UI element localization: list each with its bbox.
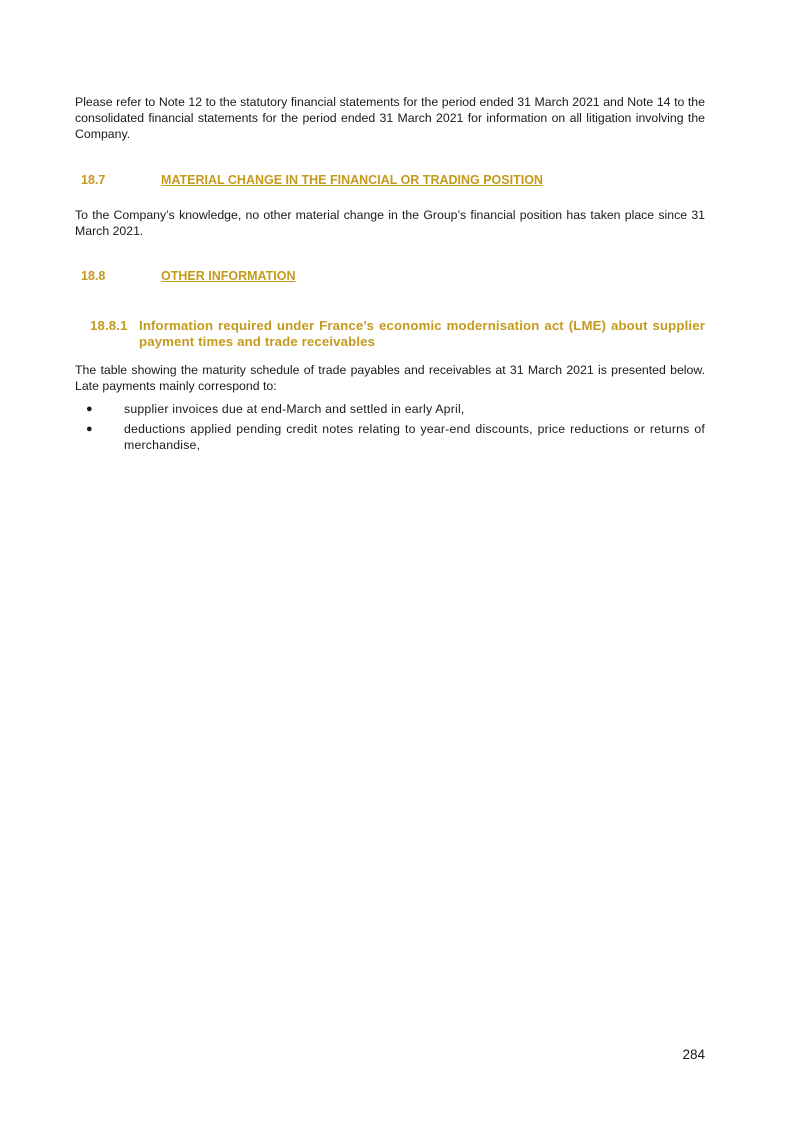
subsection-heading-18-8-1: [90, 318, 705, 350]
section-number: 18.8: [81, 269, 106, 283]
late-payments-list: [75, 401, 705, 457]
section-heading-18-7: [81, 173, 705, 187]
list-item: [75, 401, 705, 417]
litigation-paragraph: Please refer to Note 12 to the statutory financial statements for the period ended 31 March 2021 and Note 14 to the consolidated financial statements for the period ended 31 March 2021 for information on all litigation involving the Company.: [75, 95, 705, 141]
section-title: MATERIAL CHANGE IN THE FINANCIAL OR TRADING POSITION: [161, 173, 543, 187]
material-change-paragraph: To the Company’s knowledge, no other material change in the Group’s financial position has taken place since 31 March 2021.: [75, 208, 705, 238]
subsection-title: Information required under France’s economic modernisation act (LME) about supplier payment times and trade receivables: [139, 318, 705, 349]
page-number: 284: [682, 1047, 705, 1062]
bullet-icon: ●: [86, 423, 93, 435]
section-number: 18.7: [81, 173, 106, 187]
section-title: OTHER INFORMATION: [161, 269, 296, 283]
document-page: [75, 0, 705, 1131]
bullet-icon: ●: [86, 403, 93, 415]
section-heading-18-8: [81, 269, 705, 283]
list-item: [75, 421, 705, 453]
maturity-table-paragraph: The table showing the maturity schedule of trade payables and receivables at 31 March 2021 is presented below. Late payments mainly correspond to:: [75, 363, 705, 393]
list-item-text: supplier invoices due at end-March and settled in early April,: [124, 402, 465, 416]
subsection-number: 18.8.1: [90, 318, 128, 333]
list-item-text: deductions applied pending credit notes relating to year-end discounts, price reductions or returns of merchandise,: [124, 422, 705, 452]
